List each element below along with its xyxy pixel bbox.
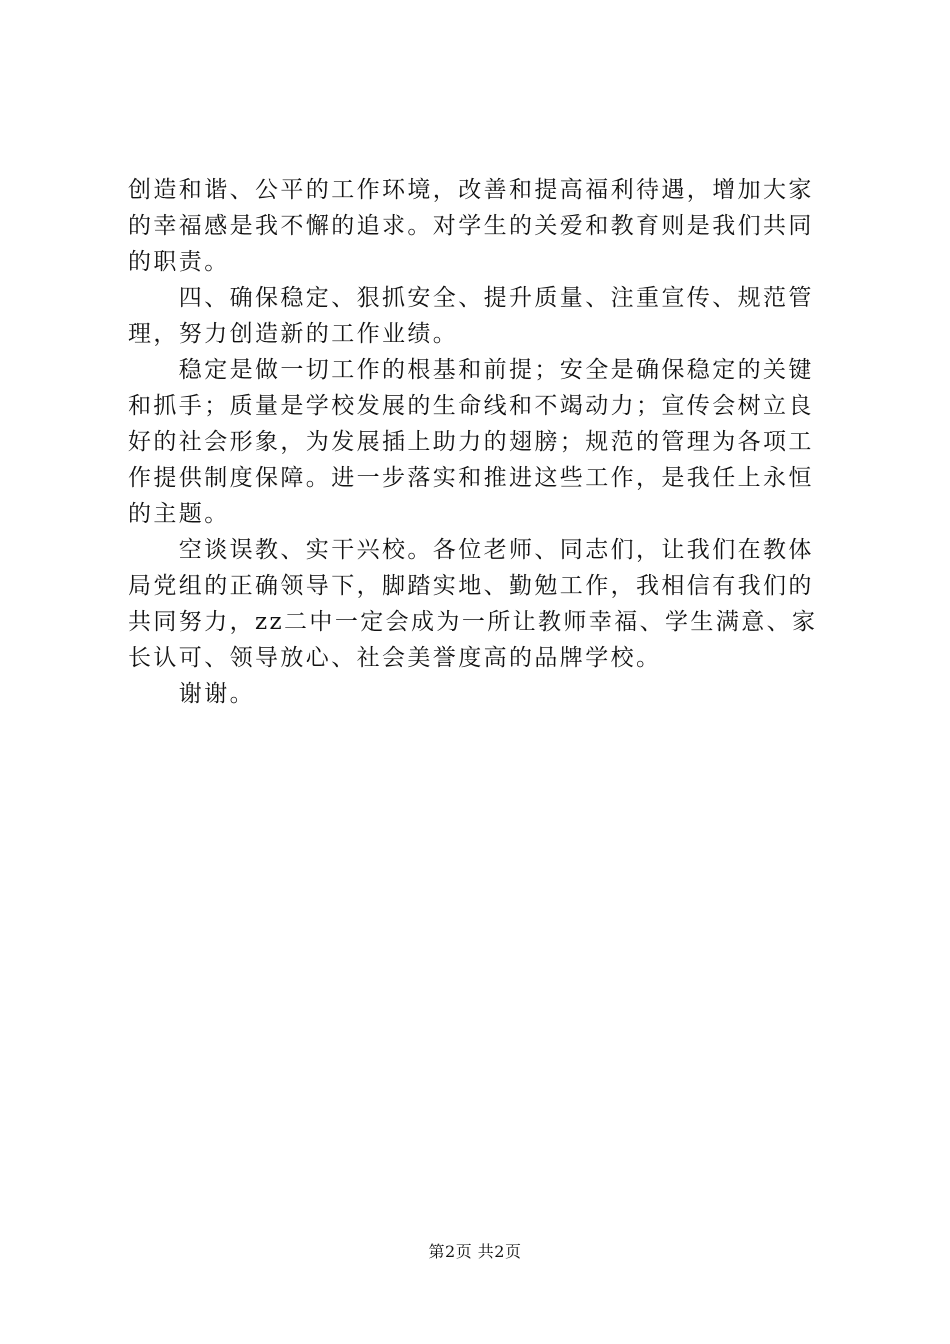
text-line: 创造和谐、公平的工作环境，改善和提高福利待遇，增加大家 bbox=[128, 177, 814, 203]
text-line: 的幸福感是我不懈的追求。对学生的关爱和教育则是我们共同 bbox=[128, 213, 814, 239]
text-line: 长认可、领导放心、社会美誉度高的品牌学校。 bbox=[128, 645, 662, 671]
text-line: 共同努力，zz二中一定会成为一所让教师幸福、学生满意、家 bbox=[128, 609, 818, 635]
text-line: 空谈误教、实干兴校。各位老师、同志们，让我们在教体 bbox=[128, 537, 814, 563]
text-line: 好的社会形象，为发展插上助力的翅膀；规范的管理为各项工 bbox=[128, 429, 814, 455]
text-line: 的职责。 bbox=[128, 249, 230, 275]
text-line: 作提供制度保障。进一步落实和推进这些工作，是我任上永恒 bbox=[128, 465, 814, 491]
text-line: 谢谢。 bbox=[128, 681, 255, 707]
body-text bbox=[128, 172, 828, 712]
text-line: 和抓手；质量是学校发展的生命线和不竭动力；宣传会树立良 bbox=[128, 393, 814, 419]
text-line: 的主题。 bbox=[128, 501, 230, 527]
text-line: 四、确保稳定、狠抓安全、提升质量、注重宣传、规范管 bbox=[128, 285, 814, 311]
page-footer: 第2页 共2页 bbox=[428, 1242, 522, 1261]
text-line: 局党组的正确领导下，脚踏实地、勤勉工作，我相信有我们的 bbox=[128, 573, 814, 599]
text-line: 理，努力创造新的工作业绩。 bbox=[128, 321, 459, 347]
text-line: 稳定是做一切工作的根基和前提；安全是确保稳定的关键 bbox=[128, 357, 814, 383]
